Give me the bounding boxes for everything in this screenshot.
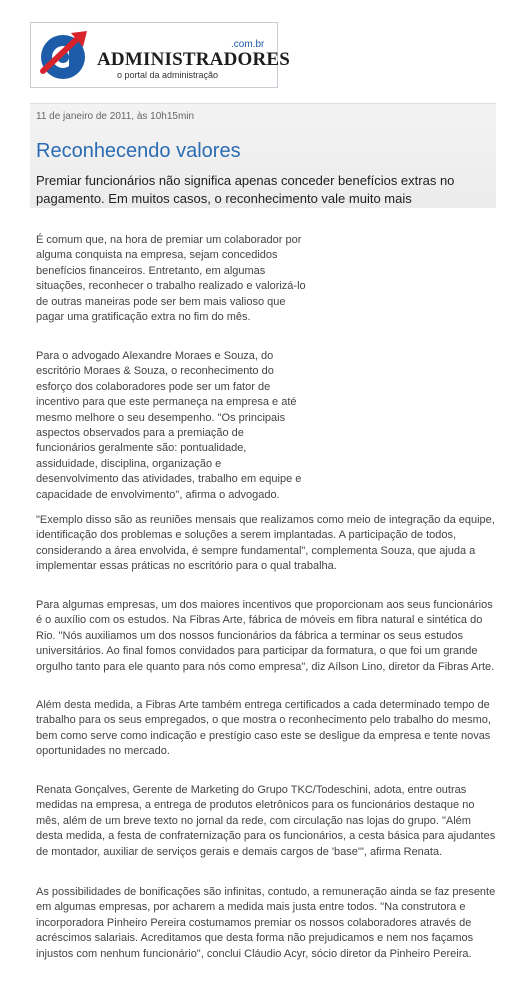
logo-tagline: o portal da administração bbox=[117, 70, 219, 80]
logo-a-icon bbox=[37, 27, 93, 83]
article-paragraph-1: É comum que, na hora de premiar um colaborador por alguma conquista na empresa, sejam concedidos benefícios financeiros. Entretanto, em algumas situações, reconhecer o trabalho realizado e valorizá-lo de outras maneiras pode ser bem mais valioso que pagar uma gratificação extra no fim do mês. bbox=[36, 234, 306, 324]
article-title: Reconhecendo valores bbox=[36, 140, 241, 162]
site-logo[interactable] bbox=[30, 22, 291, 88]
logo-domain: .com.br bbox=[231, 39, 265, 50]
article-paragraph-4: Para algumas empresas, um dos maiores incentivos que proporcionam aos seus funcionários é o auxílio com os estudos. Na Fibras Arte, fábrica de móveis em fibra natural e sintética do Rio. "Nós auxiliamos um dos nossos funcionários da fábrica a terminar os seus estudos universitários. Ao final fomos convidados para participar da formatura, o que foi um grande orgulho tanto para ele quanto para nós como empresa", diz Aílson Lino, diretor da Fibras Arte. bbox=[36, 599, 495, 673]
article-lead: Premiar funcionários não significa apenas conceder benefícios extras no pagamento. Em muitos casos, o reconhecimento vale muito mais bbox=[36, 173, 455, 206]
article-paragraph-7: As possibilidades de bonificações são infinitas, contudo, a remuneração ainda se faz presente em algumas empresas, por acharem a medida mais justa entre todos. "Na construtora e incorporadora Pinheiro Pereira costumamos premiar os nossos colaboradores através de acréscimos salariais. Acreditamos que desta forma não prejudicamos e nem nos façamos injustos com nenhum funcionário", conclui Cláudio Acyr, sócio diretor da Pinheiro Pereira. bbox=[36, 886, 496, 960]
article-paragraph-5: Além desta medida, a Fibras Arte também entrega certificados a cada determinado tempo de trabalho para os seus empregados, o que mostra o reconhecimento pelo trabalho do mesmo, bem como serve como indicação e prestígio caso este se desligue da empresa e tente novas oportunidades no mercado. bbox=[36, 699, 491, 758]
article-paragraph-3: "Exemplo disso são as reuniões mensais que realizamos como meio de integração da equipe, identificação dos problemas e soluções a serem implantadas. A participação de todos, considerando a área envolvida, é sempre fundamental", complementa Souza, que ajuda a implementar essas práticas no escritório para o qual trabalha. bbox=[36, 514, 495, 573]
article-dateline: 11 de janeiro de 2011, às 10h15min bbox=[36, 111, 195, 122]
article-paragraph-2: Para o advogado Alexandre Moraes e Souza, do escritório Moraes & Souza, o reconhecimento do esforço dos colaboradores pode ser um fator de incentivo para que este permaneça na empresa e até mesmo melhore o seu desempenho. "Os principais aspectos observados para a premiação de funcionários geralmente são: pontualidade, assiduidade, disciplina, organização e desenvolvimento das atividades, trabalho em equipe e capacidade de envolvimento", afirma o advogado. bbox=[36, 350, 302, 501]
logo-wordmark: ADMINISTRADORES bbox=[97, 49, 291, 70]
article-paragraph-6: Renata Gonçalves, Gerente de Marketing do Grupo TKC/Todeschini, adota, entre outras medidas na empresa, a entrega de produtos eletrônicos para os funcionários destaque no mês, além de um breve texto no jornal da rede, com circulação nas lojas do grupo. "Além desta medida, a festa de confraternização para os funcionários, a cesta básica para ajudantes de montador, auxiliar de serviços gerais e demais cargos de 'base'", afirma Renata. bbox=[36, 784, 496, 858]
